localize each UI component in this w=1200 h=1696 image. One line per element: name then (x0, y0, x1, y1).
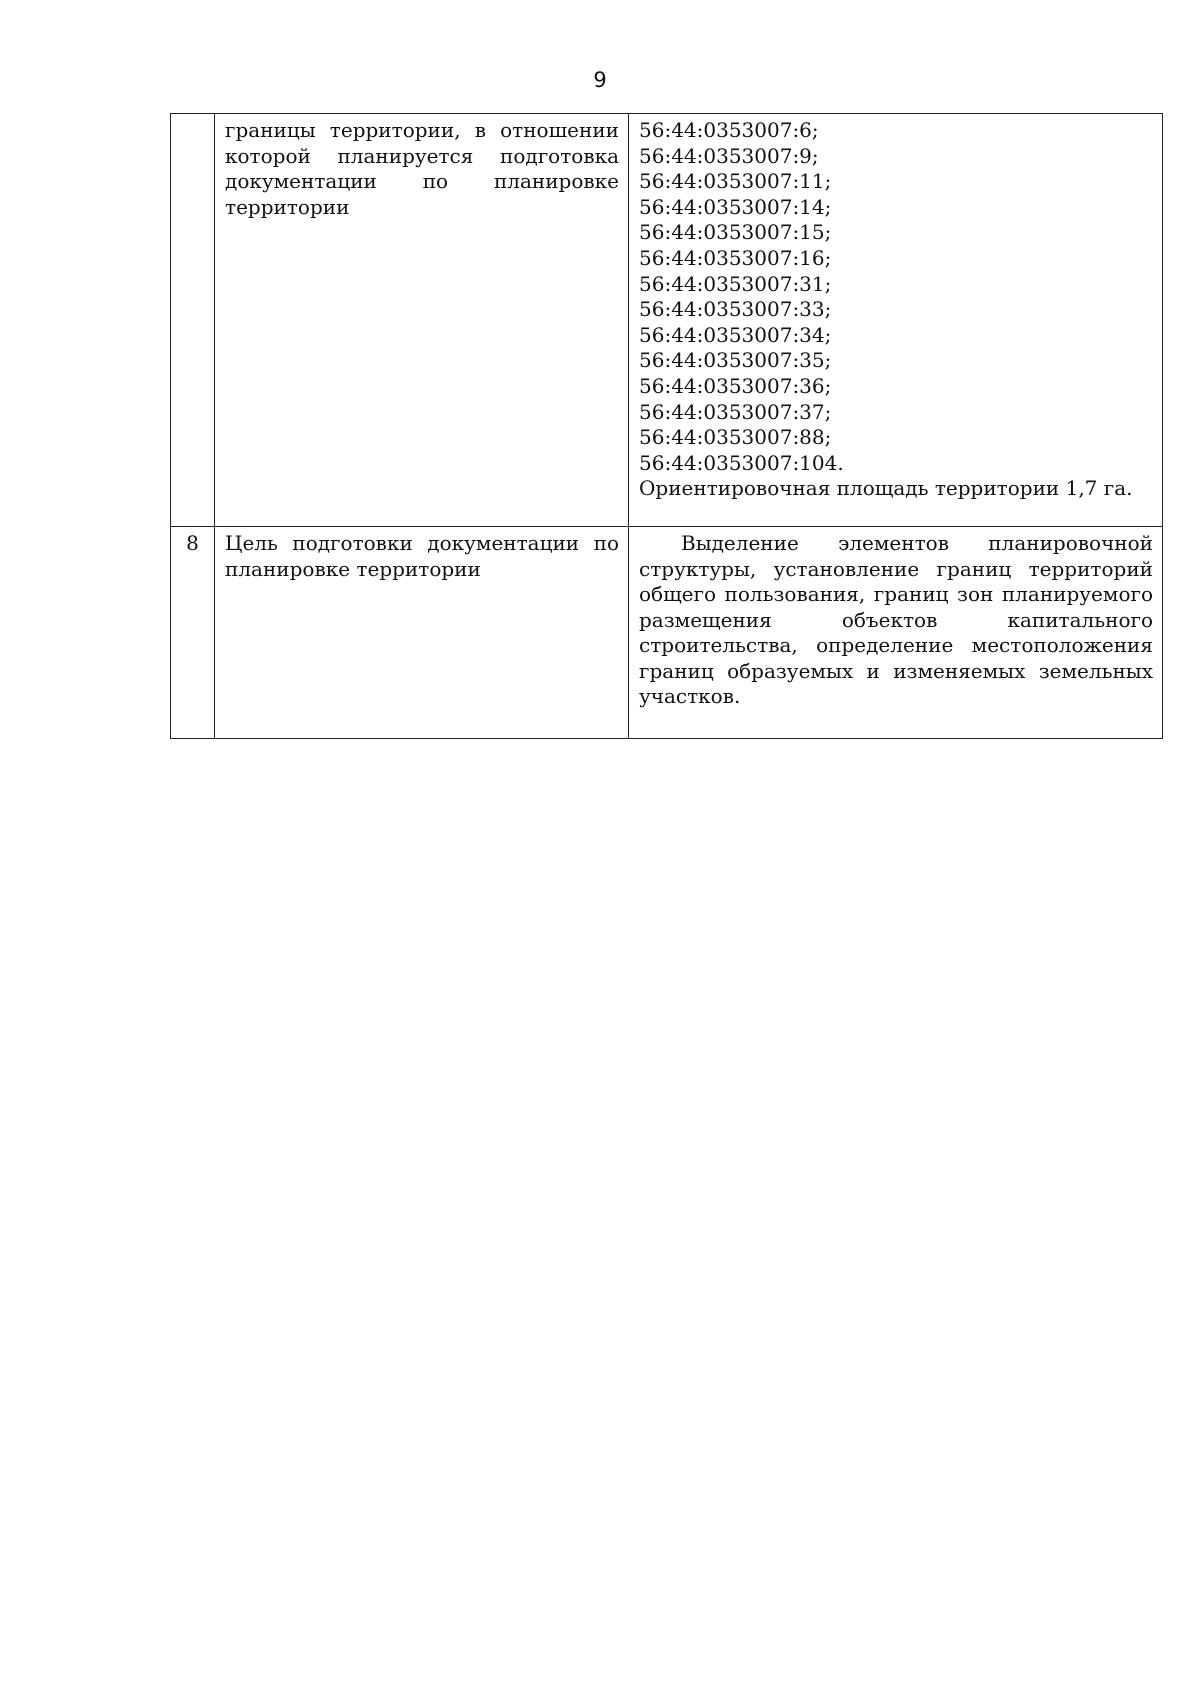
page-number: 9 (593, 68, 607, 92)
cadastral-number: 56:44:0353007:9; (639, 143, 819, 168)
area-note: Ориентировочная площадь территории 1,7 га. (639, 476, 1133, 501)
table-row (171, 526, 1163, 738)
cadastral-number: 56:44:0353007:15; (639, 220, 832, 245)
row-value-cell (629, 114, 1163, 527)
cadastral-number: 56:44:0353007:88; (639, 425, 832, 450)
cadastral-number: 56:44:0353007:104. (639, 450, 844, 475)
row-number-cell: 8 (171, 526, 215, 738)
table-row (171, 114, 1163, 527)
cadastral-number: 56:44:0353007:31; (639, 271, 832, 296)
row-name-cell: Цель подготовки документации по планировке территории (215, 526, 629, 738)
cadastral-number: 56:44:0353007:14; (639, 194, 832, 219)
cadastral-number: 56:44:0353007:6; (639, 118, 819, 142)
cadastral-number: 56:44:0353007:37; (639, 399, 832, 424)
row-number-cell (171, 114, 215, 527)
document-table (170, 113, 1163, 739)
cadastral-number: 56:44:0353007:34; (639, 322, 832, 347)
row-value-cell: Выделение элементов планировочной структуры, установление границ территорий общего пользования, границ зон планируемого размещения объектов капитального строительства, определение местоположения границ образуемых и изменяемых земельных участков. (629, 526, 1163, 738)
cadastral-number: 56:44:0353007:33; (639, 297, 832, 322)
row-name-cell: границы территории, в отношении которой планируется подготовка документации по планировке территории (215, 114, 629, 527)
cadastral-number: 56:44:0353007:11; (639, 169, 832, 194)
cadastral-number: 56:44:0353007:36; (639, 373, 832, 398)
cadastral-number: 56:44:0353007:35; (639, 348, 832, 373)
cadastral-number: 56:44:0353007:16; (639, 245, 832, 270)
